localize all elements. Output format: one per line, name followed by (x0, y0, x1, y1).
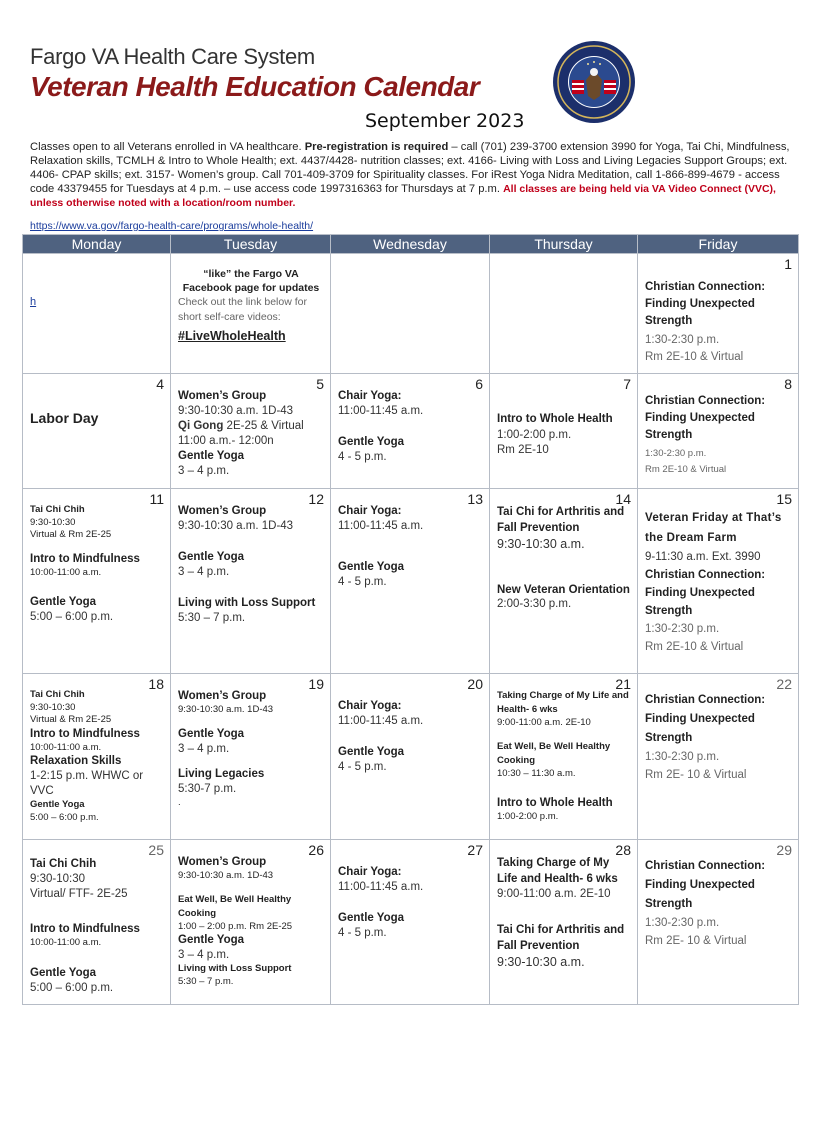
event-title: New Veteran Orientation (497, 584, 630, 596)
weekday-wednesday: Wednesday (331, 235, 490, 254)
intro-paragraph: Classes open to all Veterans enrolled in VA healthcare. Pre-registration is required – call (701) 239-3700 extension 3990 for Yoga, Tai Chi, Mindfulness, Relaxation skills, TCMLH & Intro to Whole Health; ext. 4437/4428- nutrition classes; ext. 4166- Living with Loss and Living Legacies Support Groups; ext. 4406- CPAP skills; ext. 3157- Women’s group. Call 701-409-3709 for Spirituality classes. For iRest Yoga Nidra Meditation, call 1-866-899-4679 - access code 43379455 for Tuesdays at 4 p.m. – use access code 1997316363 for Thursdays at 7 p.m. All classes are being held via VA Video Connect (VVC), unless otherwise noted with a location/room number. (30, 141, 790, 209)
day-number: 21 (615, 676, 631, 692)
day-number: 4 (156, 376, 164, 392)
day-number: 29 (776, 842, 792, 858)
event-title: Qi Gong (178, 420, 224, 432)
day-cell (23, 254, 171, 374)
day-number: 26 (308, 842, 324, 858)
day-number: 7 (623, 376, 631, 392)
event-title: Women’s Group (178, 390, 267, 402)
day-cell: 25 Tai Chi Chih 9:30-10:30 Virtual/ FTF- 2E-25 Intro to Mindfulness 10:00-11:00 a.m. Gentle Yoga 5:00 – 6:00 p.m. (23, 840, 171, 1005)
event-title: Gentle Yoga (178, 450, 245, 462)
day-cell: 22 Christian Connection: Finding Unexpected Strength 1:30-2:30 p.m. Rm 2E- 10 & Virtual (638, 674, 799, 840)
day-number: 28 (615, 842, 631, 858)
event-title: Living with Loss Support (178, 597, 316, 609)
event-title: Living Legacies (178, 767, 265, 780)
weekday-thursday: Thursday (490, 235, 638, 254)
facebook-note: “like” the Fargo VA Facebook page for updates (182, 268, 320, 294)
event-title: Women’s Group (178, 690, 267, 702)
day-cell: 14 Tai Chi for Arthritis and Fall Prevention 9:30-10:30 a.m. New Veteran Orientation 2:00-3:30 p.m. (490, 489, 638, 674)
day-cell: 15 Veteran Friday at That’s the Dream Farm 9-11:30 a.m. Ext. 3990 Christian Connection: Finding Unexpected Strength 1:30-2:30 p.m. Rm 2E-10 & Virtual (638, 489, 799, 674)
day-number: 20 (467, 676, 483, 692)
event-title: Intro to Whole Health (497, 797, 613, 809)
day-number: 15 (776, 491, 792, 507)
event-title: Chair Yoga: (338, 505, 402, 517)
header (30, 44, 550, 103)
event-title: Gentle Yoga (338, 561, 405, 573)
vvc-notice: All classes are being held via VA Video Connect (VVC), unless otherwise noted with a location/room number. (30, 183, 776, 209)
page-title: Veteran Health Education Calendar (30, 71, 480, 102)
day-number: 13 (467, 491, 483, 507)
event-title: Relaxation Skills (30, 755, 122, 767)
weekday-header-row (23, 235, 799, 254)
day-cell (331, 254, 490, 374)
stray-link[interactable]: h (30, 296, 37, 308)
day-cell: 8 Christian Connection: Finding Unexpected Strength 1:30-2:30 p.m. Rm 2E-10 & Virtual (638, 374, 799, 489)
day-number: 6 (475, 376, 483, 392)
week-row (23, 254, 799, 374)
weekday-monday: Monday (23, 235, 171, 254)
day-number: 11 (149, 491, 164, 507)
day-cell: 27 Chair Yoga: 11:00-11:45 a.m. Gentle Yoga 4 - 5 p.m. (331, 840, 490, 1005)
event-title: Intro to Whole Health (497, 413, 613, 425)
event-title: Christian Connection: Finding Unexpected Strength (645, 694, 766, 744)
self-care-note: Check out the link below for short self-care videos: (178, 296, 307, 323)
event-title: Women’s Group (178, 856, 267, 868)
week-row (23, 374, 799, 489)
event-title: Veteran Friday at That’s the Dream Farm (645, 512, 782, 544)
day-cell: 26 Women’s Group 9:30-10:30 a.m. 1D-43 Eat Well, Be Well Healthy Cooking 1:00 – 2:00 p.m. Rm 2E-25 Gentle Yoga 3 – 4 p.m. Living with Loss Support 5:30 – 7 p.m. (171, 840, 331, 1005)
day-cell: 21 Taking Charge of My Life and Health- 6 wks 9:00-11:00 a.m. 2E-10 Eat Well, Be Well Healthy Cooking 10:30 – 11:30 a.m. Intro to Whole Health 1:00-2:00 p.m. (490, 674, 638, 840)
event-title: Gentle Yoga (338, 912, 405, 924)
day-cell: 6 Chair Yoga: 11:00-11:45 a.m. Gentle Yoga 4 - 5 p.m. (331, 374, 490, 489)
calendar-grid (22, 234, 799, 1005)
event-title: Christian Connection: Finding Unexpected Strength (645, 281, 766, 327)
event-title: Intro to Mindfulness (30, 727, 140, 740)
event-title: Gentle Yoga (30, 799, 85, 810)
day-number: 27 (467, 842, 483, 858)
day-number: 14 (615, 491, 631, 507)
day-number: 19 (308, 676, 324, 692)
day-number: 22 (776, 676, 792, 692)
event-title: Intro to Mindfulness (30, 552, 140, 565)
day-cell: 12 Women’s Group 9:30-10:30 a.m. 1D-43 Gentle Yoga 3 – 4 p.m. Living with Loss Support 5:30 – 7 p.m. (171, 489, 331, 674)
event-title: Tai Chi for Arthritis and Fall Prevention (497, 506, 625, 534)
event-title: Tai Chi Chih (30, 689, 85, 700)
va-seal-icon (552, 40, 636, 124)
day-cell (23, 374, 171, 489)
event-title: Intro to Mindfulness (30, 923, 140, 935)
day-number: 8 (784, 376, 792, 392)
day-cell: 18 Tai Chi Chih 9:30-10:30 Virtual & Rm 2E-25 Intro to Mindfulness 10:00-11:00 a.m. Relaxation Skills 1-2:15 p.m. WHWC or VVC Gentle Yoga 5:00 – 6:00 p.m. (23, 674, 171, 840)
event-title: Gentle Yoga (338, 746, 405, 758)
day-cell: 29 Christian Connection: Finding Unexpected Strength 1:30-2:30 p.m. Rm 2E- 10 & Virtual (638, 840, 799, 1005)
weekday-friday: Friday (638, 235, 799, 254)
day-cell: 11 Tai Chi Chih 9:30-10:30 Virtual & Rm 2E-25 Intro to Mindfulness 10:00-11:00 a.m. Gentle Yoga 5:00 – 6:00 p.m. (23, 489, 171, 674)
day-cell: 7 Intro to Whole Health 1:00-2:00 p.m. Rm 2E-10 (490, 374, 638, 489)
week-row (23, 674, 799, 840)
day-cell (171, 254, 331, 374)
event-title: Women’s Group (178, 505, 267, 517)
event-title: Eat Well, Be Well Healthy Cooking (178, 893, 292, 919)
event-title: Christian Connection: Finding Unexpected Strength (645, 569, 766, 617)
calendar-month: September 2023 (365, 110, 525, 132)
event-title: Eat Well, Be Well Healthy Cooking (497, 740, 611, 766)
event-title: Gentle Yoga (178, 551, 245, 563)
event-title: Living with Loss Support (178, 963, 292, 974)
day-number: 18 (148, 676, 164, 692)
day-number: 5 (316, 376, 324, 392)
event-title: Chair Yoga: (338, 390, 402, 402)
day-cell (490, 254, 638, 374)
event-title: Gentle Yoga (30, 596, 97, 608)
event-title: Tai Chi Chih (30, 858, 97, 870)
day-cell: 1 Christian Connection: Finding Unexpected Strength 1:30-2:30 p.m. Rm 2E-10 & Virtual (638, 254, 799, 374)
event-title: Gentle Yoga (338, 436, 405, 448)
holiday-label: Labor Day (30, 410, 99, 426)
whole-health-link[interactable]: https://www.va.gov/fargo-health-care/programs/whole-health/ (30, 220, 314, 232)
day-number: 25 (148, 842, 164, 858)
event-title: Gentle Yoga (178, 934, 245, 946)
day-cell: 13 Chair Yoga: 11:00-11:45 a.m. Gentle Yoga 4 - 5 p.m. (331, 489, 490, 674)
event-title: Chair Yoga: (338, 700, 402, 712)
week-row (23, 489, 799, 674)
event-title: Christian Connection: Finding Unexpected Strength (645, 395, 766, 441)
event-title: Gentle Yoga (30, 966, 97, 979)
event-title: Christian Connection: Finding Unexpected Strength (645, 860, 766, 910)
day-cell: 19 Women’s Group 9:30-10:30 a.m. 1D-43 Gentle Yoga 3 – 4 p.m. Living Legacies 5:30-7 p.m. . (171, 674, 331, 840)
event-title: Taking Charge of My Life and Health- 6 wks (497, 857, 618, 885)
hashtag-link[interactable]: #LiveWholeHealth (178, 329, 286, 343)
day-number: 12 (308, 491, 324, 507)
event-title: Tai Chi for Arthritis and Fall Prevention (497, 924, 625, 952)
event-title: Chair Yoga: (338, 866, 402, 878)
day-cell: 20 Chair Yoga: 11:00-11:45 a.m. Gentle Yoga 4 - 5 p.m. (331, 674, 490, 840)
week-row (23, 840, 799, 1005)
event-title: Gentle Yoga (178, 727, 245, 740)
event-title: Tai Chi Chih (30, 504, 85, 515)
day-cell: 5 Women’s Group 9:30-10:30 a.m. 1D-43 Qi Gong 2E-25 & Virtual 11:00 a.m.- 12:00n Gentle Yoga 3 – 4 p.m. (171, 374, 331, 489)
event-title: Taking Charge of My Life and Health- 6 wks (497, 690, 629, 715)
weekday-tuesday: Tuesday (171, 235, 331, 254)
org-name: Fargo VA Health Care System (30, 44, 315, 69)
day-cell: 28 Taking Charge of My Life and Health- 6 wks 9:00-11:00 a.m. 2E-10 Tai Chi for Arthritis and Fall Prevention 9:30-10:30 a.m. (490, 840, 638, 1005)
day-number: 1 (784, 256, 792, 272)
